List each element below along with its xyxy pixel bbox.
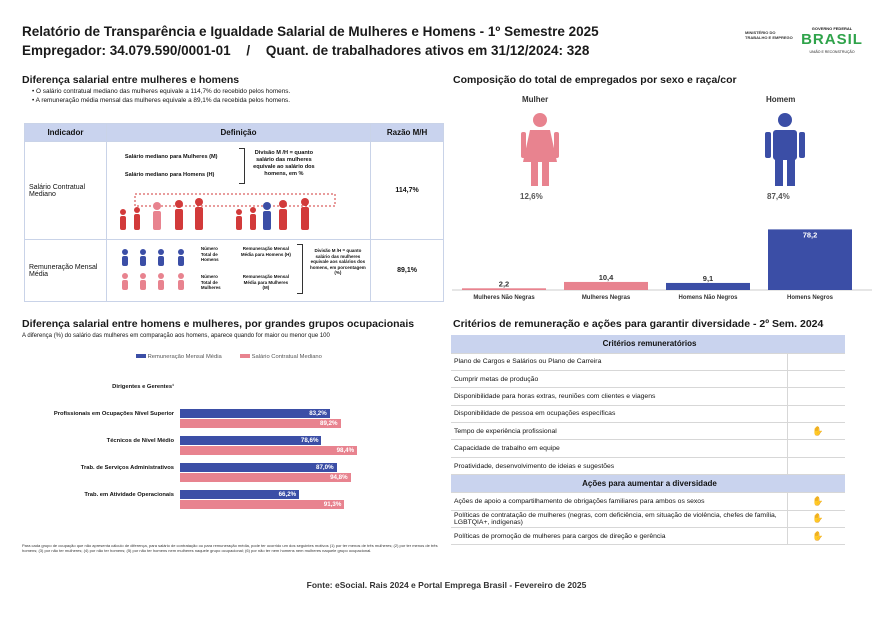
occ-category-label-3: Trab. de Serviços Administrativos bbox=[80, 465, 174, 471]
logo-tag: UNIÃO E RECONSTRUÇÃO bbox=[809, 50, 855, 54]
table-row bbox=[451, 405, 845, 422]
table-row bbox=[451, 528, 845, 545]
occ-bar-rem-1: 83,2% bbox=[180, 409, 330, 418]
total-men: Número Total de Homens bbox=[200, 246, 219, 262]
comp-value-label-2: 9,1 bbox=[702, 273, 714, 283]
logo-ministry: MINISTÉRIO DO TRABALHO E EMPREGO bbox=[745, 30, 793, 40]
people-formula-icon bbox=[119, 248, 199, 292]
indicator-table bbox=[24, 123, 444, 302]
definition-remuneracao bbox=[106, 240, 370, 302]
government-logo bbox=[745, 26, 865, 56]
empty-cell bbox=[787, 440, 845, 457]
occupational-footnote: Para cada grupo de ocupação que não apresenta cálculo de diferença, para salário de contratação ou para remuneração média, pode ter ocorrido um dos seguintes motivos (1) por ter menos de três mulheres; (2) por ter menos de três homens; (3) por não ter mulheres; (4) por não ter homens; (5) por não ter homens nem mulheres naquele grupo ocupacional; (6) por não ter nem homens nem mulheres naquele grupo ocupacional. bbox=[22, 543, 438, 554]
legend-rem: Remuneração Mensal Média bbox=[136, 354, 222, 360]
occ-category-label-1: Profissionais em Ocupações Nível Superior bbox=[53, 411, 174, 417]
definition-mediano bbox=[106, 142, 370, 240]
separator: / bbox=[246, 43, 251, 58]
occ-bar-rem-2: 78,6% bbox=[180, 436, 321, 445]
report-title: Relatório de Transparência e Igualdade Salarial de Mulheres e Homens - 1º Semestre 2025 bbox=[22, 24, 599, 39]
salary-diff-title: Diferença salarial entre mulheres e homens bbox=[22, 74, 240, 86]
hand-icon: ✋ bbox=[787, 493, 845, 510]
woman-pct: 12,6% bbox=[520, 192, 543, 201]
comp-value-label-0: 2,2 bbox=[498, 279, 510, 289]
def-men: Salário mediano para Homens (H) bbox=[124, 172, 215, 178]
bullet-1: • O salário contratual mediano das mulheres equivale a 114,7% do recebido pelos homens. bbox=[32, 88, 291, 95]
diversity-item-1: Políticas de contratação de mulheres (negras, com deficiência, em situação de violência, chefes de família, LGBTQIA+, indígenas) bbox=[451, 510, 787, 527]
diversity-header: Ações para aumentar a diversidade bbox=[451, 475, 845, 493]
occupational-subtitle: A diferença (%) do salário das mulheres em comparação aos homens, aparece quando for maior ou menor que 100 bbox=[22, 333, 330, 339]
occ-category-label-0: Dirigentes e Gerentes¹ bbox=[112, 384, 174, 390]
criteria-table bbox=[451, 335, 845, 545]
table-row bbox=[451, 423, 845, 440]
criteria-item-1: Cumprir metas de produção bbox=[451, 370, 787, 387]
occ-bar-sal-3: 94,8% bbox=[180, 473, 351, 482]
criteria-item-4: Tempo de experiência profissional bbox=[451, 423, 787, 440]
criteria-item-3: Disponibilidade de pessoa em ocupações específicas bbox=[451, 405, 787, 422]
brace-2 bbox=[297, 244, 303, 294]
criteria-header: Critérios remuneratórios bbox=[451, 335, 845, 353]
col-definition: Definição bbox=[106, 124, 370, 142]
total-women: Número Total de Mulheres bbox=[200, 274, 221, 290]
hand-icon: ✋ bbox=[787, 423, 845, 440]
criteria-item-5: Capacidade de trabalho em equipe bbox=[451, 440, 787, 457]
comp-category-label-0: Mulheres Não Negras bbox=[473, 295, 535, 301]
hand-icon: ✋ bbox=[787, 510, 845, 527]
def-note: Divisão M /H = quanto salário das mulheres equivale ao salário dos homens, em % bbox=[253, 150, 315, 177]
bullet-2: • A remuneração média mensal das mulheres equivale a 89,1% da recebida pelos homens. bbox=[32, 97, 291, 104]
composition-title: Composição do total de empregados por sexo e raça/cor bbox=[453, 74, 737, 86]
diversity-item-2: Políticas de promoção de mulheres para cargos de direção e gerência bbox=[451, 528, 787, 545]
occ-bar-sal-1: 89,2% bbox=[180, 419, 341, 428]
table-row bbox=[451, 510, 845, 527]
man-pct: 87,4% bbox=[767, 192, 790, 201]
composition-bar-chart bbox=[452, 212, 872, 304]
criteria-item-2: Disponibilidade para horas extras, reuniões com clientes e viagens bbox=[451, 388, 787, 405]
comp-bar-0 bbox=[462, 288, 546, 290]
empty-cell bbox=[787, 370, 845, 387]
comp-bar-1 bbox=[564, 282, 648, 290]
occ-bar-sal-2: 98,4% bbox=[180, 446, 357, 455]
man-label: Homem bbox=[766, 95, 796, 104]
occ-bar-sal-4: 91,3% bbox=[180, 500, 344, 509]
ratio-mediano: 114,7% bbox=[371, 142, 444, 240]
comp-value-label-1: 10,4 bbox=[598, 272, 614, 282]
legend-rem-swatch bbox=[136, 354, 146, 358]
col-ratio: Razão M/H bbox=[371, 124, 444, 142]
criteria-item-0: Plano de Cargos e Salários ou Plano de Carreira bbox=[451, 353, 787, 370]
footer-source: Fonte: eSocial. Rais 2024 e Portal Emprega Brasil - Fevereiro de 2025 bbox=[306, 580, 587, 590]
indicator-remuneracao: Remuneração Mensal Média bbox=[25, 240, 107, 302]
comp-category-label-2: Homens Não Negros bbox=[678, 295, 738, 301]
legend-sal-swatch bbox=[240, 354, 250, 358]
rem-women: Remuneração Mensal Média para Mulheres (M) bbox=[242, 274, 290, 290]
employer-id: Empregador: 34.079.590/0001-01 bbox=[22, 43, 231, 58]
table-row bbox=[451, 353, 845, 370]
occupational-title: Diferença salarial entre homens e mulheres, por grandes grupos ocupacionais bbox=[22, 318, 415, 330]
empty-cell bbox=[787, 405, 845, 422]
legend-sal: Salário Contratual Mediano bbox=[240, 354, 322, 360]
logo-gov: GOVERNO FEDERAL bbox=[811, 26, 853, 31]
empty-cell bbox=[787, 388, 845, 405]
criteria-title: Critérios de remuneração e ações para garantir diversidade - 2º Sem. 2024 bbox=[453, 318, 824, 330]
comp-value-label-3: 78,2 bbox=[802, 230, 818, 240]
hand-icon: ✋ bbox=[787, 528, 845, 545]
occ-bar-rem-3: 87,0% bbox=[180, 463, 337, 472]
col-indicator: Indicador bbox=[25, 124, 107, 142]
occ-category-label-4: Trab. em Atividade Operacionais bbox=[84, 492, 174, 498]
workers-count: Quant. de trabalhadores ativos em 31/12/2024: 328 bbox=[265, 43, 590, 58]
occ-bar-rem-4: 66,2% bbox=[180, 490, 299, 499]
woman-label: Mulher bbox=[522, 95, 549, 104]
def-note-2: Divisão M /H = quanto salário das mulheres equivale aos salários dos homens, em porcentagem (%) bbox=[310, 248, 366, 275]
comp-bar-2 bbox=[666, 283, 750, 290]
salary-diff-bullets bbox=[32, 87, 412, 105]
diversity-item-0: Ações de apoio a compartilhamento de obrigações familiares para ambos os sexos bbox=[451, 493, 787, 510]
rem-men: Remuneração Mensal Média para Homens (H) bbox=[240, 246, 291, 257]
table-row bbox=[451, 457, 845, 474]
empty-cell bbox=[787, 353, 845, 370]
def-women: Salário mediano para Mulheres (M) bbox=[124, 154, 218, 160]
criteria-item-6: Proatividade, desenvolvimento de ideias e sugestões bbox=[451, 457, 787, 474]
empty-cell bbox=[787, 457, 845, 474]
indicator-mediano: Salário Contratual Mediano bbox=[25, 142, 107, 240]
table-row bbox=[451, 370, 845, 387]
table-row bbox=[451, 440, 845, 457]
people-row-icon bbox=[107, 190, 372, 238]
man-icon bbox=[760, 112, 810, 190]
woman-icon bbox=[515, 112, 565, 190]
occ-category-label-2: Técnicos de Nível Médio bbox=[106, 438, 174, 444]
table-row bbox=[451, 493, 845, 510]
ratio-remuneracao: 89,1% bbox=[371, 240, 444, 302]
occupational-bar-chart bbox=[0, 370, 440, 520]
table-row bbox=[451, 388, 845, 405]
comp-category-label-3: Homens Negros bbox=[786, 295, 834, 301]
employer-line bbox=[22, 43, 589, 58]
logo-brasil: BRASIL bbox=[801, 31, 863, 48]
brace bbox=[239, 148, 245, 184]
comp-category-label-1: Mulheres Negras bbox=[581, 295, 631, 301]
